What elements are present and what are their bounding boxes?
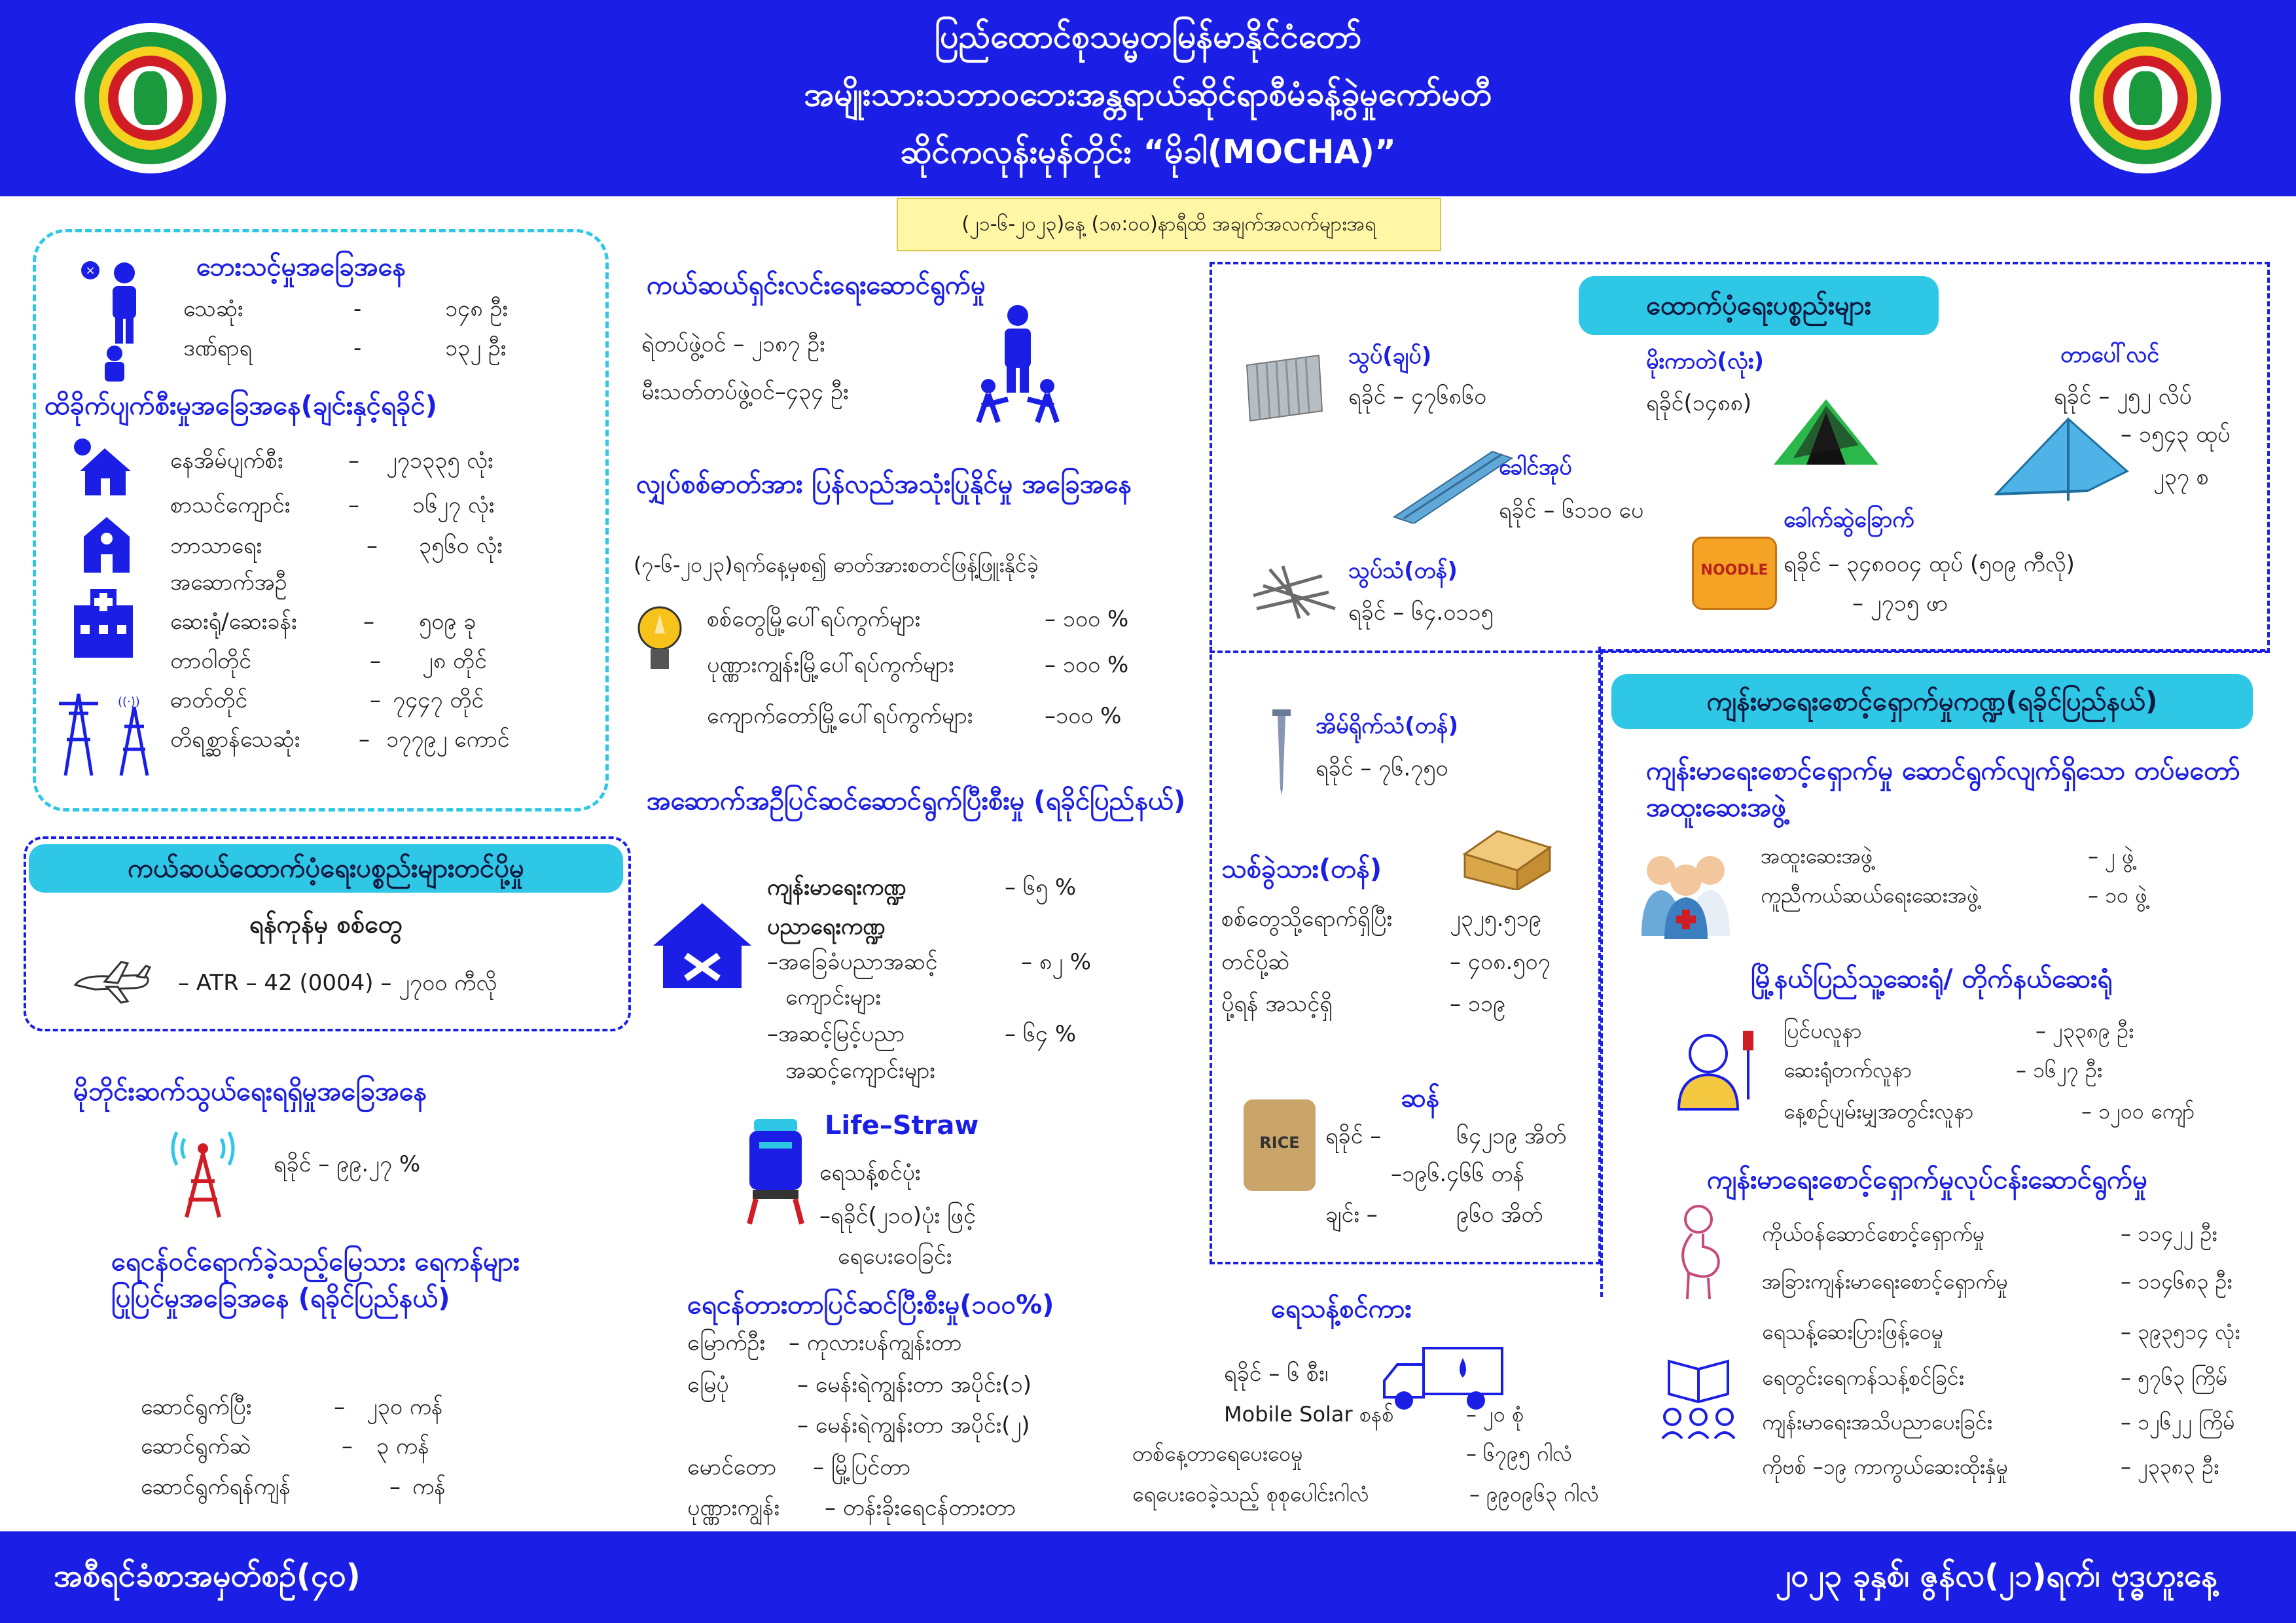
zinc-name: သွပ်(ချပ်): [1348, 343, 1432, 369]
patient-icon: [1672, 1027, 1757, 1113]
health-team-0-label: အထူးဆေးအဖွဲ့: [1761, 844, 1873, 868]
building-repair-title: အဆောက်အဦပြင်ဆင်ဆောင်ရွက်ပြီးစီးမှု (ရခိုင်ပြည်နယ်): [647, 786, 1186, 816]
service-row-3-label: ရေတွင်းရေကန်သန့်စင်ခြင်း: [1762, 1365, 1964, 1390]
health-box-top-line: [1600, 649, 2265, 652]
casualty-injured-dash: -: [353, 335, 362, 361]
rescue-title: ကယ်ဆယ်ရှင်းလင်းရေးဆောင်ရွက်မှု: [647, 270, 986, 300]
tarpaulin-shelter-icon: [1990, 406, 2134, 504]
building-health-value: – ၆၅ %: [1005, 874, 1077, 901]
rice-name: ဆန်: [1401, 1083, 1440, 1113]
services-title: ကျန်းမာရေးစောင့်ရှောက်မှုလုပ်ငန်းဆောင်ရွက်မှု: [1707, 1165, 2148, 1195]
building-edu-row-1-value: – ၆၄ %: [1005, 1021, 1077, 1047]
nail-value: ရခိုင် – ၆၄.၀၁၁၅: [1348, 599, 1494, 626]
building-edu-row-0-label2: ကျောင်းများ: [785, 984, 881, 1010]
service-row-1-value: – ၁၁၄၆၈၃ ဦး: [2121, 1269, 2233, 1294]
water-repair-row-0-label: မြောက်ဦး: [687, 1330, 765, 1356]
noodle-name: ခေါက်ဆွဲခြောက်: [1784, 507, 1914, 533]
damage-row-5-value: ၂၈ တိုင်: [422, 648, 487, 674]
casualty-dead-dash: -: [353, 296, 362, 322]
committee-seal-right: [2070, 23, 2221, 173]
noodle-row-0: ရခိုင် – ၃၄၈၀၀၄ ထုပ် (၅၀၉ ကီလို): [1784, 551, 2075, 577]
rice-row-1-value: –၁၉၆.၄၆၆ တန်: [1391, 1161, 1525, 1187]
tarpaulin-row-1: – ၁၅၄၃ ထုပ်: [2121, 421, 2231, 448]
mosquito-name: မိုးကာတဲ(လုံး): [1646, 348, 1764, 374]
rice-row-2-value: ၉၆၀ အိတ်: [1456, 1202, 1543, 1228]
damage-row-5-label: တာဝါတိုင်: [170, 648, 252, 674]
water-filter-icon: [740, 1113, 812, 1230]
tarpaulin-name: တာပေါ်လင်: [2060, 342, 2160, 368]
water-truck-title: ရေသန့်စင်ကား: [1271, 1294, 1412, 1324]
light-bulb-icon: [634, 601, 686, 679]
hospital-row-2-value: – ၁၂၀၀ ကျော်: [2081, 1099, 2195, 1124]
water-repair-row-4-label: ပုဏ္ဏားကျွန်း: [687, 1495, 780, 1521]
svg-text:×: ×: [85, 264, 96, 277]
health-teams-title: ကျန်းမာရေးစောင့်ရှောက်မှု ဆောင်ရွက်လျက်ရှိသော တပ်မတော်အထူးဆေးအဖွဲ့: [1646, 756, 2240, 823]
pond-row-1-value: ၃ ကန်: [376, 1433, 429, 1459]
damage-row-4-value: ၅၀၉ ခု: [419, 609, 476, 635]
service-row-5-label: ကိုဗစ် –၁၉ ကာကွယ်ဆေးထိုးနှံမှု: [1762, 1454, 2008, 1479]
lifestraw-title: Life–Straw: [825, 1111, 979, 1141]
nail-pile-icon: [1244, 556, 1342, 622]
rice-row-0-value: ၆၄၂၁၉ အိတ်: [1456, 1123, 1567, 1149]
damage-row-2-value: ၃၅၆၀ လုံး: [419, 533, 503, 559]
hospital-row-0-label: ပြင်ပလူနာ: [1784, 1018, 1862, 1043]
rice-sack-label: RICE: [1259, 1133, 1300, 1152]
house-repair-icon: [647, 897, 758, 995]
service-row-2-value: – ၃၉၃၅၁၄ လုံး: [2121, 1319, 2240, 1344]
pond-row-0-value: ၂၃၀ ကန်: [367, 1394, 443, 1420]
medical-team-icon: [1635, 847, 1740, 939]
service-row-2-label: ရေသန့်ဆေးပြားဖြန့်ဝေမှု: [1762, 1319, 1944, 1344]
service-row-0-value: – ၁၁၄၂၂ ဦး: [2121, 1221, 2217, 1246]
water-truck-row-0-value: – ၂၀ စုံ: [1466, 1402, 1524, 1427]
svg-text:((·)): ((·)): [118, 695, 140, 709]
footer-bar: [0, 1531, 2296, 1623]
house-icon: [72, 435, 137, 501]
power-tower-icon: [52, 687, 157, 779]
cell-tower-icon: [164, 1122, 242, 1221]
telecom-value: ရခိုင် – ၉၉.၂၇ %: [274, 1151, 421, 1177]
timber-row-1-label: တင်ပို့ဆဲ: [1221, 949, 1290, 975]
roof-nail-value: ရခိုင် – ၇၆.၇၅၀: [1316, 755, 1448, 781]
service-row-3-value: – ၅၇၆၃ ကြိမ်: [2121, 1365, 2228, 1390]
hospital-title: မြို့နယ်ပြည်သူ့ဆေးရုံ/ တိုက်နယ်ဆေးရုံ: [1751, 964, 2113, 994]
pond-row-2-dash: –: [389, 1474, 401, 1500]
school-icon: [77, 514, 136, 576]
mosquito-value: ရခိုင်(၁၄၈၈): [1646, 390, 1752, 416]
water-repair-row-1-label: မြေပုံ: [687, 1372, 729, 1398]
committee-seal-left: [75, 23, 226, 173]
power-intro: (၇-၆-၂၀၂၃)ရက်နေ့မှစ၍ ဓာတ်အားစတင်ဖြန့်ဖြူးနိုင်ခဲ့: [634, 552, 1039, 577]
water-repair-row-1-value: – မေန်းရဲကျွန်းတာ အပိုင်း(၁): [797, 1372, 1031, 1398]
damage-row-6-dash: –: [370, 687, 381, 713]
timber-name: သစ်ခွဲသား(တန်): [1221, 854, 1382, 884]
casualty-injured-value: ၁၃၂ ဦး: [445, 335, 507, 361]
building-edu-row-0-label: –အခြေခံပညာအဆင့်: [767, 949, 938, 975]
power-row-1-label: ပုဏ္ဏားကျွန်းမြို့ပေါ်ရပ်ကွက်များ: [707, 652, 954, 678]
health-team-1-value: – ၁၀ ဖွဲ့: [2088, 883, 2147, 908]
pond-row-0-dash: –: [334, 1394, 345, 1420]
timber-row-1-value: – ၄၀၈.၅၀၇: [1450, 949, 1551, 975]
water-repair-row-3-label: မောင်တော: [687, 1454, 777, 1480]
damage-row-1-dash: –: [348, 492, 359, 518]
power-row-2-value: –၁၀၀ %: [1045, 703, 1122, 729]
timber-row-0-label: စစ်တွေသို့ရောက်ရှိပြီး: [1221, 906, 1393, 932]
power-row-1-value: – ၁၀၀ %: [1045, 652, 1129, 678]
rice-row-0-label: ရခိုင် –: [1325, 1123, 1382, 1149]
damage-row-6-value: ၇၄၄၇ တိုင်: [393, 687, 484, 713]
casualty-dead-label: သေဆုံး: [183, 296, 243, 322]
damage-row-2-label: ဘာသာရေး: [170, 533, 262, 559]
airlift-title: ကယ်ဆယ်ထောက်ပံ့ရေးပစ္စည်းများတင်ပို့မှု: [29, 844, 623, 893]
noodle-pack-icon: [1692, 537, 1777, 610]
rice-row-2-label: ချင်း –: [1325, 1202, 1378, 1228]
service-row-4-value: – ၁၂၆၂၂ ကြိမ်: [2121, 1410, 2235, 1435]
health-team-1-label: ကူညီကယ်ဆယ်ရေးဆေးအဖွဲ့: [1761, 883, 1979, 908]
hospital-icon: [71, 589, 136, 661]
water-repair-row-3-value: – မြို့ပြင်တာ: [813, 1454, 911, 1480]
water-truck-row-2-label: ရေပေးဝေခဲ့သည့် စုစုပေါင်းဂါလံ: [1132, 1482, 1369, 1507]
power-row-0-label: စစ်တွေမြို့ပေါ်ရပ်ကွက်များ: [707, 606, 921, 632]
pond-row-0-label: ဆောင်ရွက်ပြီး: [141, 1394, 252, 1420]
noodle-row-1: – ၂၇၁၅ ဖာ: [1852, 590, 1948, 616]
casualty-dead-value: ၁၄၈ ဦး: [445, 296, 508, 322]
damage-row-4-label: ဆေးရုံ/ဆေးခန်း: [170, 609, 297, 635]
power-row-0-value: – ၁၀၀ %: [1045, 606, 1129, 632]
pond-row-1-label: ဆောင်ရွက်ဆဲ: [141, 1433, 251, 1459]
rescue-worker-icon: [969, 301, 1067, 425]
zinc-value: ရခိုင် – ၄၇၆၈၆၀: [1348, 383, 1487, 410]
damage-row-7-value: ၁၇၇၉၂ ကောင်: [386, 726, 510, 753]
supplies-title: ထောက်ပံ့ရေးပစ္စည်းများ: [1579, 276, 1939, 335]
damage-row-0-dash: –: [348, 448, 359, 474]
timber-row-2-label: ပို့ရန် အသင့်ရှိ: [1221, 991, 1333, 1017]
roof-nail-icon: [1268, 707, 1295, 798]
health-title: ကျန်းမာရေးစောင့်ရှောက်မှုကဏ္ဍ(ရခိုင်ပြည်နယ်): [1611, 674, 2253, 729]
rice-sack-icon: [1244, 1099, 1316, 1191]
airplane-icon: [69, 955, 154, 1008]
rescue-row-fire: မီးသတ်တပ်ဖွဲ့ဝင်–၄၃၄ ဦး: [641, 379, 849, 405]
lifestraw-line-1: ရေသန့်စင်ပုံး: [819, 1160, 921, 1186]
water-repair-row-0-value: – ကုလားပန်ကျွန်းတာ: [789, 1330, 962, 1356]
hospital-row-2-label: နေ့စဉ်ပျမ်းမျှအတွင်းလူနာ: [1784, 1099, 1974, 1124]
water-truck-row-0-label: Mobile Solar စနစ်: [1224, 1402, 1394, 1427]
rescue-row-police: ရဲတပ်ဖွဲ့ဝင် – ၂၁၈၇ ဦး: [641, 331, 825, 357]
water-truck-row-2-value: – ၉၉၀၉၆၃ ဂါလံ: [1469, 1482, 1600, 1507]
damage-row-0-label: နေအိမ်ပျက်စီး: [170, 448, 283, 474]
tarpaulin-row-2: ၂၃၇ စ: [2153, 464, 2209, 490]
zinc-sheet-icon: [1240, 352, 1329, 424]
damage-row-5-dash: –: [370, 648, 381, 674]
pond-row-2-label: ဆောင်ရွက်ရန်ကျန်: [141, 1474, 291, 1500]
damage-row-1-label: စာသင်ကျောင်း: [170, 492, 291, 518]
hospital-row-1-label: ဆေးရုံတက်လူနာ: [1784, 1058, 1912, 1082]
service-row-4-label: ကျန်းမာရေးအသိပညာပေးခြင်း: [1762, 1410, 1993, 1435]
date-note: (၂၁-၆-၂၀၂၃)နေ့ (၁၈:၀၀)နာရီထိ အချက်အလက်များအရ: [897, 198, 1441, 251]
lifestraw-line-2: –ရခိုင်(၂၁၀)ပုံး ဖြင့်: [819, 1203, 976, 1229]
lifestraw-line-3: ရေပေးဝေခြင်း: [838, 1243, 952, 1270]
casualty-injured-label: ဒဏ်ရာရ: [183, 335, 253, 361]
health-box-left-line: [1600, 649, 1603, 1297]
damage-row-0-value: ၂၇၁၃၃၅ လုံး: [386, 448, 493, 474]
telecom-title: မိုဘိုင်းဆက်သွယ်ရေးရရှိမှုအခြေအနေ: [73, 1077, 427, 1107]
ridge-name: ခေါင်အုပ်: [1499, 454, 1572, 480]
damage-title: ထိခိုက်ပျက်စီးမှုအခြေအနေ(ချင်းနှင့်ရခိုင်): [45, 391, 437, 421]
nail-name: သွပ်သံ(တန်): [1348, 558, 1458, 584]
power-title: လျှပ်စစ်ဓာတ်အား ပြန်လည်အသုံးပြုနိုင်မှု အခြေအနေ: [636, 469, 1132, 499]
damage-row-3-label: အဆောက်အဦ: [170, 569, 287, 596]
health-education-icon: [1656, 1355, 1741, 1440]
service-row-5-value: – ၂၃၃၈၃ ဦး: [2121, 1454, 2219, 1479]
damage-row-6-label: ဓာတ်တိုင်: [170, 687, 248, 713]
tent-icon: [1767, 393, 1885, 471]
building-edu-row-1-label: –အဆင့်မြင့်ပညာ: [767, 1021, 905, 1047]
building-edu-row-1-label2: အဆင့်ကျောင်းများ: [785, 1058, 935, 1084]
airlift-line: – ATR – 42 (0004) – ၂၇၀၀ ကီလို: [178, 970, 497, 996]
damage-row-4-dash: –: [363, 609, 374, 635]
roof-nail-name: အိမ်ရိုက်သံ(တန်): [1316, 713, 1459, 739]
pond-row-1-dash: –: [342, 1433, 353, 1459]
damage-row-2-dash: –: [367, 533, 378, 559]
water-truck-row-1-label: တစ်နေ့တာရေပေးဝေမှု: [1132, 1441, 1303, 1466]
footer-date: ၂၀၂၃ ခုနှစ်၊ ဇွန်လ(၂၁)ရက်၊ ဗုဒ္ဓဟူးနေ့: [1775, 1558, 2217, 1594]
service-row-0-label: ကိုယ်ဝန်ဆောင်စောင့်ရှောက်မှု: [1762, 1221, 1985, 1246]
building-edu-title: ပညာရေးကဏ္ဍ: [767, 914, 886, 940]
timber-row-2-value: – ၁၁၉: [1450, 991, 1506, 1017]
header-line-2: အမျိုးသားသဘာဝဘေးအန္တရာယ်ဆိုင်ရာစီမံခန့်ခွဲမှုကော်မတီ: [804, 75, 1492, 113]
water-truck-value: ရခိုင် – ၆ စီး၊: [1224, 1361, 1329, 1387]
health-team-0-value: – ၂ ဖွဲ့: [2088, 844, 2134, 868]
water-repair-row-4-value: – တန်းခိုးရေငန်တားတာ: [825, 1495, 1016, 1521]
casualty-title: ဘေးသင့်မှုအခြေအနေ: [196, 252, 406, 282]
power-row-2-label: ကျောက်တော်မြို့ပေါ်ရပ်ကွက်များ: [707, 703, 973, 729]
water-ponds-title: ရေငန်ဝင်ရောက်ခဲ့သည့်မြေသား ရေကန်များ ပြုပြင်မှုအခြေအနေ (ရခိုင်ပြည်နယ်): [111, 1247, 520, 1313]
building-health-label: ကျန်းမာရေးကဏ္ဍ: [767, 874, 906, 901]
timber-icon: [1458, 818, 1556, 890]
service-row-1-label: အခြားကျန်းမာရေးစောင့်ရှောက်မှု: [1762, 1269, 2008, 1294]
damage-row-7-dash: –: [359, 726, 370, 753]
footer-report-number: အစီရင်ခံစာအမှတ်စဉ်(၄၀): [54, 1558, 361, 1594]
damage-row-7-label: တိရစ္ဆာန်သေဆုံး: [170, 726, 300, 753]
noodle-pack-label: NOODLE: [1700, 562, 1768, 579]
damage-row-1-value: ၁၆၂၇ လုံး: [412, 492, 495, 518]
pond-row-2-value: ကန်: [412, 1474, 446, 1500]
person-icon: [79, 259, 144, 383]
building-edu-row-0-value: – ၈၂ %: [1021, 949, 1092, 975]
hospital-row-0-value: – ၂၃၃၈၉ ဦး: [2036, 1018, 2134, 1043]
water-repair-row-2-value: – မေန်းရဲကျွန်းတာ အပိုင်း(၂): [797, 1412, 1030, 1438]
header-line-1: ပြည်ထောင်စုသမ္မတမြန်မာနိုင်ငံတော်: [934, 18, 1362, 56]
airlift-subtitle: ရန်ကုန်မှ စစ်တွေ: [249, 910, 403, 938]
header-line-3: ဆိုင်ကလုန်းမုန်တိုင်း “မိုခါ(MOCHA)”: [900, 133, 1396, 171]
pregnant-woman-icon: [1662, 1201, 1741, 1306]
hospital-row-1-value: – ၁၆၂၇ ဦး: [2016, 1058, 2102, 1082]
water-truck-row-1-value: – ၆၇၉၅ ဂါလံ: [1466, 1441, 1573, 1466]
ridge-value: ရခိုင် – ၆၁၁၀ ပေ: [1499, 497, 1644, 524]
water-repair-title: ရေငန်တားတာပြင်ဆင်ပြီးစီးမှု(၁၀၀%): [687, 1290, 1054, 1320]
tarpaulin-row-0: ရခိုင် – ၂၅၂ လိပ်: [2054, 383, 2192, 410]
timber-row-0-value: ၂၃၂၅.၅၁၉: [1450, 906, 1541, 932]
